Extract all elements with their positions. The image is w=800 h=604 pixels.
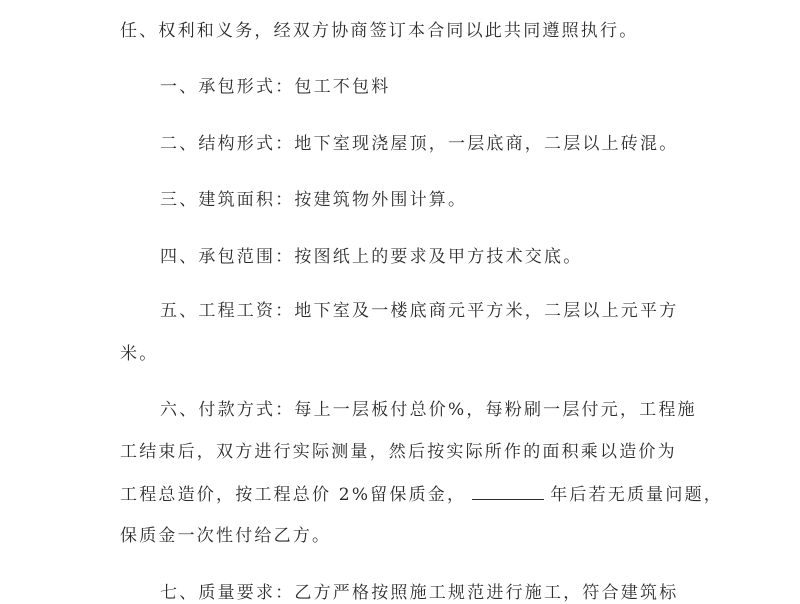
- clause-5-line-1: 五、工程工资：地下室及一楼底商元平方米，二层以上元平方: [160, 301, 679, 321]
- clause-5-line-2: 米。: [120, 344, 159, 364]
- clause-2: 二、结构形式：地下室现浇屋顶，一层底商，二层以上砖混。: [160, 134, 679, 154]
- text-line-1: 任、权利和义务，经双方协商签订本合同以此共同遵照执行。: [120, 21, 639, 41]
- clause-6-line-3-before: 工程总造价，按工程总价 2%留保质金，: [120, 485, 467, 505]
- clause-1: 一、承包形式：包工不包料: [160, 77, 391, 97]
- clause-7-line-1: 七、质量要求：乙方严格按照施工规范进行施工，符合建筑标: [160, 583, 679, 603]
- clause-4: 四、承包范围：按图纸上的要求及甲方技术交底。: [160, 247, 583, 267]
- clause-6-line-1: 六、付款方式：每上一层板付总价%，每粉刷一层付元，工程施: [160, 400, 697, 420]
- clause-3: 三、建筑面积：按建筑物外围计算。: [160, 190, 468, 210]
- clause-6-line-4: 保质金一次性付给乙方。: [120, 526, 332, 546]
- clause-6-line-3-after: 年后若无质量问题，: [550, 485, 723, 505]
- blank-underline: [472, 483, 544, 500]
- clause-6-line-3: [120, 483, 723, 506]
- clause-6-line-2: 工结束后，双方进行实际测量，然后按实际所作的面积乘以造价为: [120, 442, 677, 462]
